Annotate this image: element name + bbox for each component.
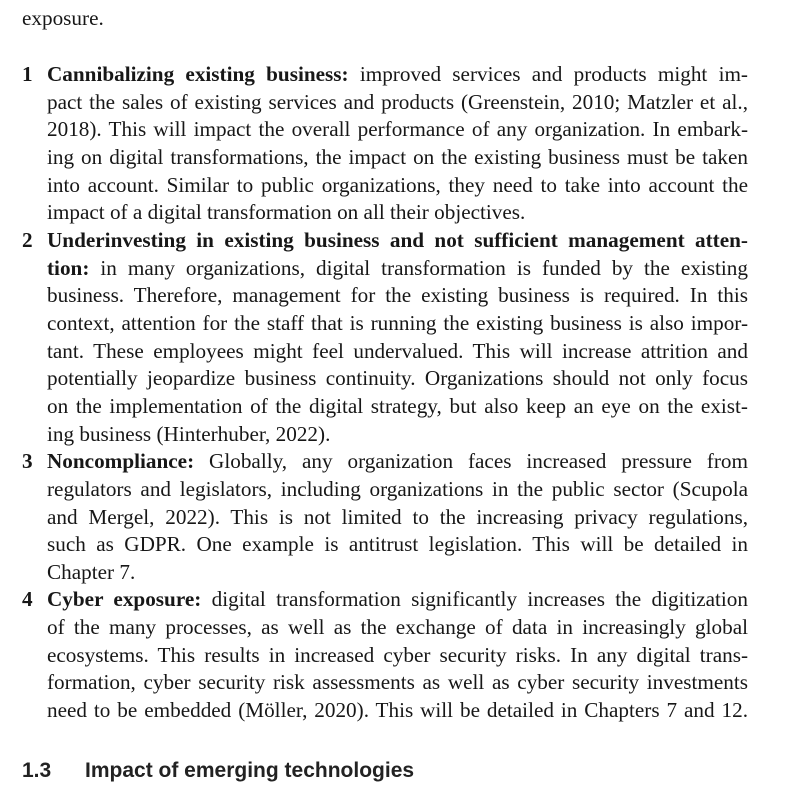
- list-line-text: digital transformation significantly increases the digitization: [201, 587, 748, 612]
- list-line: ecosystems. This results in increased cyber security risks. In any digital trans-: [47, 642, 748, 667]
- list-item-cannibalizing: [0, 61, 800, 227]
- list-line: [47, 586, 748, 614]
- list-line: regulators and legislators, including organizations in the public sector (Scupola: [47, 476, 748, 501]
- list-line-text: Globally, any organization faces increased pressure from: [194, 449, 748, 474]
- list-item-underinvesting: [0, 227, 800, 448]
- list-item-number: 2: [22, 227, 33, 252]
- list-item-body: [47, 448, 748, 586]
- list-item-noncompliance: [0, 448, 800, 586]
- list-line: ing business (Hinterhuber, 2022).: [47, 421, 331, 446]
- list-item-term: Underinvesting in existing business and not sufficient management atten-: [47, 227, 748, 252]
- list-line-text: improved services and products might im-: [348, 62, 748, 86]
- list-item-body: [47, 227, 748, 448]
- list-line: potentially jeopardize business continuity. Organizations should not only focus: [47, 366, 748, 391]
- list-line: [47, 61, 748, 89]
- list-item-term: tion:: [47, 255, 90, 280]
- list-line-text: in many organizations, digital transformation is funded by the existing: [89, 255, 748, 280]
- list-line: business. Therefore, management for the existing business is required. In this: [47, 283, 748, 308]
- list-line: ing on digital transformations, the impact on the existing business must be taken: [47, 144, 748, 169]
- list-line: context, attention for the staff that is running the existing business is also impor-: [47, 310, 748, 335]
- list-line: 2018). This will impact the overall performance of any organization. In embark-: [47, 117, 748, 142]
- list-item-term: Cannibalizing existing business:: [47, 62, 349, 86]
- list-line: Chapter 7.: [47, 559, 136, 584]
- list-line: impact of a digital transformation on all their objectives.: [47, 200, 526, 225]
- list-line: formation, cyber security risk assessments as well as cyber security investments: [47, 670, 748, 695]
- list-item-body: [47, 61, 748, 227]
- section-heading: [22, 757, 414, 785]
- section-number: 1.3: [22, 759, 52, 782]
- list-item-term: Noncompliance:: [47, 449, 195, 474]
- list-line: [47, 227, 748, 255]
- list-item-number: 3: [22, 449, 33, 474]
- list-line: tant. These employees might feel undervalued. This will increase attrition and: [47, 338, 748, 363]
- list-line: [47, 255, 748, 283]
- section-title: Impact of emerging technologies: [85, 759, 415, 782]
- list-item-cyber-exposure: [0, 586, 800, 724]
- list-line: pact the sales of existing services and products (Greenstein, 2010; Matzler et al.,: [47, 89, 748, 114]
- numbered-list: [0, 61, 800, 725]
- list-item-body: [47, 586, 748, 724]
- list-item-term: Cyber exposure:: [47, 587, 202, 612]
- list-line: such as GDPR. One example is antitrust legislation. This will be detailed in: [47, 532, 748, 557]
- list-line: of the many processes, as well as the exchange of data in increasingly global: [47, 615, 748, 640]
- list-line: into account. Similar to public organizations, they need to take into account the: [47, 172, 748, 197]
- list-item-number: 4: [22, 587, 33, 612]
- list-line: and Mergel, 2022). This is not limited to the increasing privacy regulations,: [47, 504, 748, 529]
- list-line: need to be embedded (Möller, 2020). This will be detailed in Chapters 7 and 12.: [47, 698, 748, 723]
- previous-paragraph-tail: exposure.: [22, 6, 104, 30]
- list-item-number: 1: [22, 62, 33, 86]
- list-line: on the implementation of the digital strategy, but also keep an eye on the exist-: [47, 393, 748, 418]
- list-line: [47, 448, 748, 476]
